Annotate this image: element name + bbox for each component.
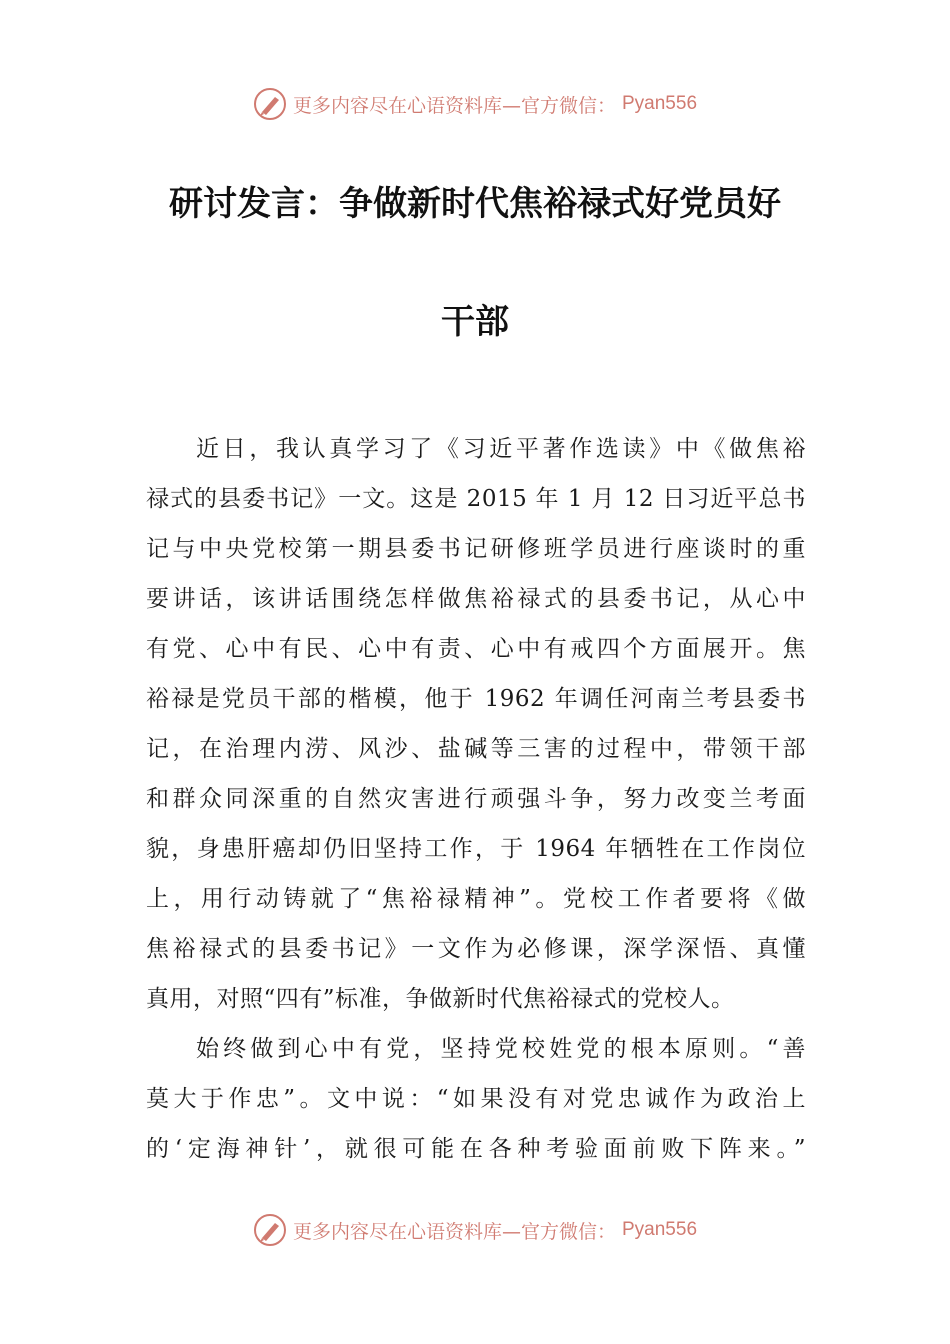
- watermark-footer: [0, 1210, 950, 1250]
- pen-logo-icon: [253, 87, 287, 121]
- body-line: 貌，身患肝癌却仍旧坚持工作，于 1964 年牺牲在工作岗位: [146, 836, 806, 862]
- body-line: 上，用行动铸就了“焦裕禄精神”。党校工作者要将《做: [146, 886, 806, 912]
- body-line: 有党、心中有民、心中有责、心中有戒四个方面展开。焦: [146, 636, 806, 662]
- body-line: 要讲话，该讲话围绕怎样做焦裕禄式的县委书记，从心中: [146, 586, 806, 612]
- body-line: 裕禄是党员干部的楷模，他于 1962 年调任河南兰考县委书: [146, 686, 806, 712]
- body-line: 始终做到心中有党，坚持党校姓党的根本原则。“善: [196, 1036, 806, 1062]
- watermark-header: [0, 84, 950, 124]
- body-line: 记与中央党校第一期县委书记研修班学员进行座谈时的重: [146, 536, 806, 562]
- body-line: 禄式的县委书记》一文。这是 2015 年 1 月 12 日习近平总书: [146, 486, 806, 512]
- document-title-line-2: 干部: [441, 302, 509, 342]
- pen-logo-icon: [253, 1213, 287, 1247]
- body-line: 莫大于作忠”。文中说：“如果没有对党忠诚作为政治上: [146, 1086, 806, 1112]
- body-line: 焦裕禄式的县委书记》一文作为必修课，深学深悟、真懂: [146, 936, 806, 962]
- body-line: 记，在治理内涝、风沙、盐碱等三害的过程中，带领干部: [146, 736, 806, 762]
- body-line: 和群众同深重的自然灾害进行顽强斗争，努力改变兰考面: [146, 786, 806, 812]
- watermark-wechat-id: Pyan556: [622, 1219, 698, 1240]
- watermark-wechat-id: Pyan556: [622, 93, 698, 114]
- document-title-line-1: 研讨发言：争做新时代焦裕禄式好党员好: [169, 184, 781, 224]
- watermark-text: 更多内容尽在心语资料库—官方微信：: [292, 94, 616, 117]
- body-line: 的‘定海神针’，就很可能在各种考验面前败下阵来。”: [146, 1136, 806, 1162]
- watermark-text: 更多内容尽在心语资料库—官方微信：: [292, 1220, 616, 1243]
- body-line: 近日，我认真学习了《习近平著作选读》中《做焦裕: [196, 436, 806, 462]
- body-line: 真用，对照“四有”标准，争做新时代焦裕禄式的党校人。: [146, 986, 735, 1012]
